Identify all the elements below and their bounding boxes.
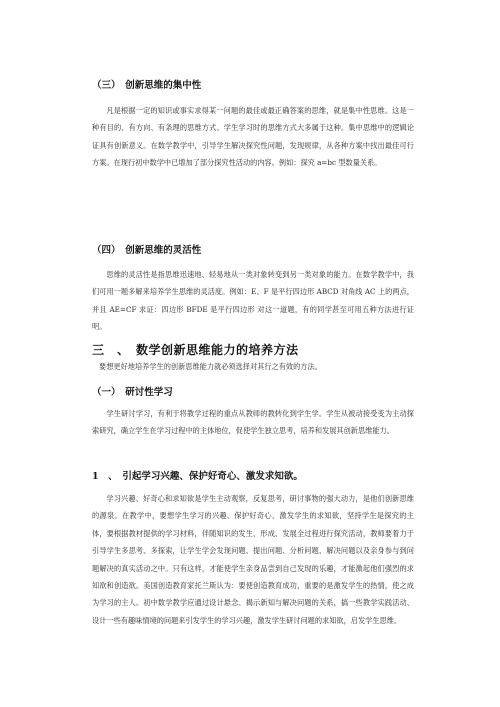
paragraph-flexibility: 思维的灵活性是指思维迅速地、轻易地从一类对象转变到另一类对象的能力。在数学教学中，我们可用一题多解来培养学生思维的灵活度。例如：E、F 是平行四边形 ABCD 对角线 AC 上的两点，并且 AE=CF 求证：四边形 BFDE 是平行四边形 对这一道题，有的同学甚至可用五种方法进行证明。 [92, 270, 414, 332]
section-heading-flexibility: （四） 创新思维的灵活性 [92, 245, 202, 256]
part-heading-methods: 三 、 数学创新思维能力的培养方法 [92, 343, 299, 357]
subsection-heading-research-learning: （一） 研讨性学习 [92, 387, 173, 398]
paragraph-methods-intro: 要想更好地培养学生的创新思维能力就必须选择对其行之有效的方法。 [99, 362, 322, 371]
section-heading-concentration: （三） 创新思维的集中性 [92, 80, 202, 91]
paragraph-research-learning: 学生研讨学习，有利于将教学过程的重点从教师的教转化到学生学。学生从被动接受变为主动探索研究，确立学生在学习过程中的主体地位，促使学生独立思考，培养和发展其创新思维能力。 [92, 409, 414, 436]
paragraph-concentration: 凡是根据一定的知识或事实求得某一问题的最佳或最正确答案的思维，就是集中性思维。这是一种有目的、有方向、有条理的思维方式。学生学习时的思维方式大多属于这种。集中思维中的逻辑论证具有创新意义。在数学教学中，引导学生解决探究性问题，发现规律，从各种方案中找出最佳可行方案。在现行初中数学中已增加了部分探究性活动的内容。例如：探究 a=bc 型数量关系。 [92, 106, 414, 168]
item-heading-interest: 1 、 引起学习兴趣、保护好奇心、激发求知欲。 [92, 471, 303, 482]
paragraph-interest: 学习兴趣、好奇心和求知欲是学生主动观察，反复思考，研讨事物的强大动力，是他们创新思维的源泉。在教学中，要想学生学习的兴趣、保护好奇心、激发学生的求知欲，坚持学生是探究的主体，要根据教材提供的学习材料，伴随知识的发生、形成、发展全过程进行探究活动，教师要着力于引导学生多思考、多探索，让学生学会发现问题、提出问题、分析问题、解决问题以及亲身参与到问题解决的真实活动之中。只有这样，才能使学生亲身品尝到自己发现的乐趣，才能激起他们强烈的求知欲和创造欲。美国创造教育家托兰斯认为：要使创造教育成功，重要的是激发学生的热情，使之成为学习的主人。初中数学教学应通过设计悬念、揭示新知与解决问题的关系，搞一些教学实践活动、设计一些有趣味情境的问题来引发学生的学习兴趣，激发学生研讨问题的求知欲，启发学生思维。 [92, 494, 414, 625]
